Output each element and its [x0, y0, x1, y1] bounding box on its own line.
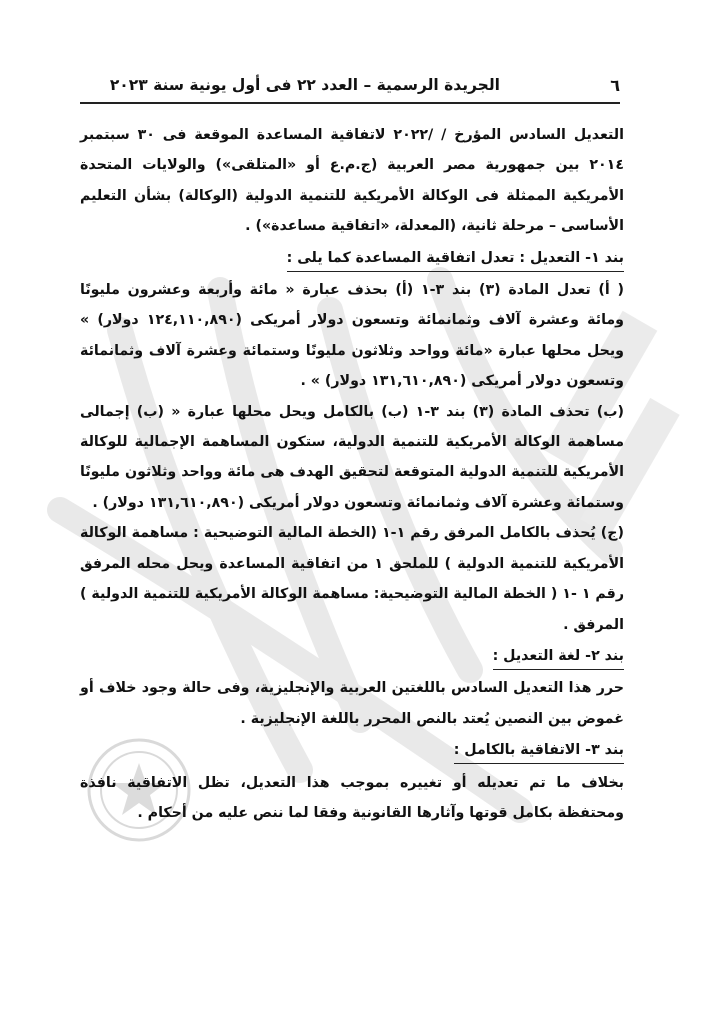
gazette-issue-title: الجريدة الرسمية – العدد ٢٢ فى أول يونية سنة ٢٠٢٣	[109, 76, 500, 94]
clause-3-heading: بند ٣- الاتفاقية بالكامل :	[454, 737, 624, 764]
clause-3-text: بخلاف ما تم تعديله أو تغييره بموجب هذا التعديل، تظل الاتفاقية نافذة ومحتفظة بكامل قوتها وآثارها القانونية وفقا لما ننص عليه من أحكام .	[80, 774, 624, 821]
clause-2-heading: بند ٢- لغة التعديل :	[493, 643, 624, 670]
clause-1-item-c: (ج) يُحذف بالكامل المرفق رقم ١-١ (الخطة المالية التوضيحية : مساهمة الوكالة الأمريكية للتنمية الدولية ) للملحق ١ من اتفاقية المساعدة ويحل محله المرفق رقم ١ -١ ( الخطة المالية التوضيحية: مساهمة الوكالة الأمريكية للتنمية الدولية ) المرفق .	[80, 525, 625, 633]
intro-paragraph: التعديل السادس المؤرخ / /٢٠٢٢ لاتفاقية المساعدة الموقعة فى ٣٠ سبتمبر ٢٠١٤ بين جمهورية مصر العربية (ج.م.ع أو «المتلقى») والولايات المتحدة الأمريكية الممثلة فى الوكالة الأمريكية للتنمية الدولية (الوكالة) بشأن التعليم الأساسى – مرحلة ثانية، (المعدلة، «اتفاقية مساعدة») .	[80, 127, 624, 235]
page-header	[80, 74, 620, 104]
document-body	[80, 120, 624, 828]
clause-1-heading: بند ١- التعديل : تعدل اتفاقية المساعدة كما يلى :	[287, 245, 624, 272]
clause-1-item-b: (ب) تحذف المادة (٣) بند ٣-١ (ب) بالكامل ويحل محلها عبارة « (ب) إجمالى مساهمة الوكالة الأمريكية للتنمية الدولية، ستكون المساهمة الإجمالية للوكالة الأمريكية للتنمية الدولية المتوقعة لتحقيق الهدف هى مائة وواحد وثلاثون مليونًا وستمائة وعشرة آلاف وثمانمائة وتسعون دولار أمريكى (١٣١,٦١٠,٨٩٠ دولار) .	[80, 403, 624, 511]
page-number: ٦	[610, 76, 620, 95]
clause-2-text: حرر هذا التعديل السادس باللغتين العربية والإنجليزية، وفى حالة وجود خلاف أو غموض بين النصين يُعتد بالنص المحرر باللغة الإنجليزية .	[80, 680, 624, 727]
clause-1-item-a: ( أ) تعدل المادة (٣) بند ٣-١ (أ) بحذف عبارة « مائة وأربعة وعشرون مليونًا ومائة وعشرة آلاف وثمانمائة وتسعون دولار أمريكى (١٢٤,١١٠,٨٩٠ دولار) » ويحل محلها عبارة «مائة وواحد وثلاثون مليونًا وستمائة وعشرة آلاف وثمانمائة وتسعون دولار أمريكى (١٣١,٦١٠,٨٩٠ دولار) » .	[80, 282, 625, 390]
